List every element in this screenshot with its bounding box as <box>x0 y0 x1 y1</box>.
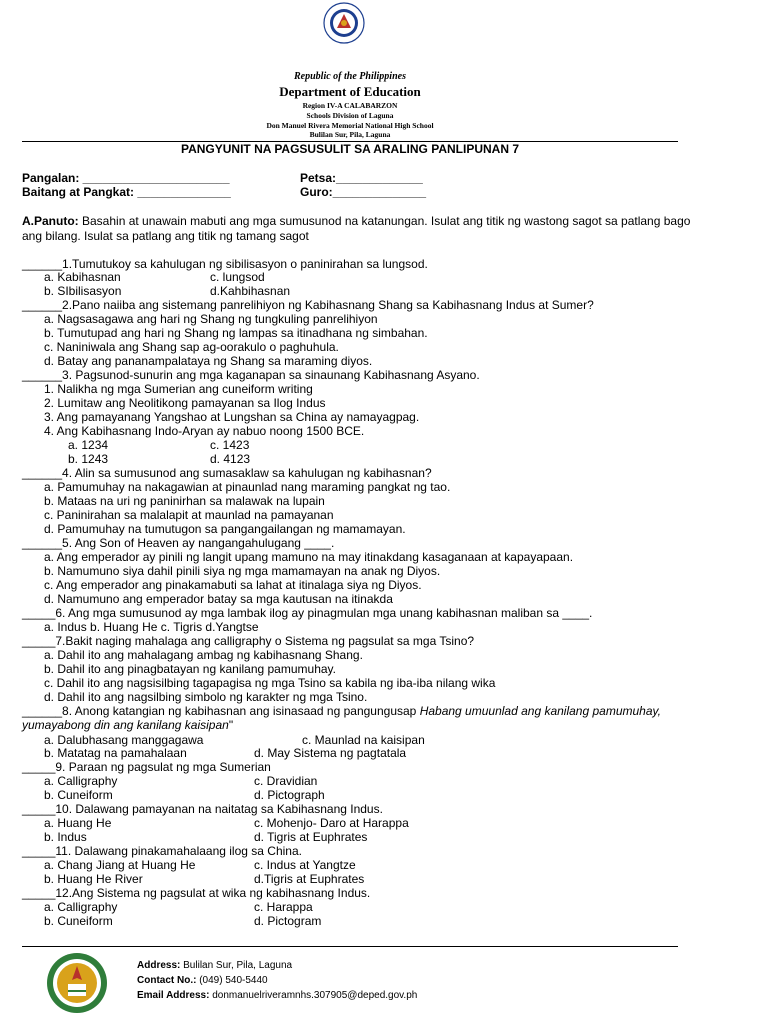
question-line-text: b. Cuneiform <box>44 788 113 802</box>
question-line <box>44 522 406 536</box>
question-line <box>44 550 573 564</box>
question-line-text: _____10. Dalawang pamayanan na naitatag sa Kabihasnang Indus. <box>22 802 383 816</box>
question-line-text: b. Cuneiform <box>44 914 113 928</box>
pangalan-field[interactable]: Pangalan: ______________________ <box>22 171 230 185</box>
question-line <box>254 816 409 830</box>
question-line <box>22 368 480 382</box>
question-line-text: _____12.Ang Sistema ng pagsulat at wika ng kabihasnang Indus. <box>22 886 371 900</box>
question-line <box>254 858 356 872</box>
question-line <box>44 676 495 690</box>
question-line-text: _____9. Paraan ng pagsulat ng mga Sumerian <box>22 760 271 774</box>
question-line <box>44 620 259 634</box>
question-line <box>44 830 87 844</box>
question-line-text: d.Kahbihasnan <box>210 284 291 298</box>
question-line <box>44 354 372 368</box>
question-line <box>44 662 336 676</box>
question-line-italic: yumayabong din ang kanilang kaisipan <box>22 718 229 732</box>
question-line <box>22 257 428 271</box>
question-line <box>254 774 317 788</box>
question-line <box>210 438 249 452</box>
instructions-label: A.Panuto: <box>22 214 79 228</box>
question-line-text: a. 1234 <box>68 438 109 452</box>
question-line <box>68 438 108 452</box>
question-line <box>44 774 117 788</box>
question-line <box>210 452 250 466</box>
location-line: Bulilan Sur, Pila, Laguna <box>309 130 391 139</box>
question-line <box>302 733 425 747</box>
question-line <box>44 816 111 830</box>
question-line <box>254 830 367 844</box>
question-line-text: a. Indus b. Huang He c. Tigris d.Yangtse <box>44 620 259 634</box>
question-line <box>22 760 271 774</box>
question-line <box>22 704 661 718</box>
question-line <box>44 592 393 606</box>
email-label: Email Address: <box>137 990 210 1001</box>
question-line <box>44 312 378 326</box>
question-line-text: ______1.Tumutukoy sa kahulugan ng sibilisasyon o paninirahan sa lungsod. <box>22 257 428 271</box>
division-line: Schools Division of Laguna <box>306 111 394 120</box>
question-line-text: 2. Lumitaw ang Neolitikong pamayanan sa Ilog Indus <box>44 396 326 410</box>
question-line <box>44 914 113 928</box>
question-line <box>44 858 195 872</box>
question-line-text: ______3. Pagsunod-sunurin ang mga kaganapan sa sinaunang Kabihasnang Asyano. <box>22 368 480 382</box>
question-line-text: ______2.Pano naiiba ang sistemang panrelihiyon ng Kabihasnang Shang sa Kabihasnang Indus at Sumer? <box>22 298 594 312</box>
question-line-text: c. Paninirahan sa malalapit at maunlad na pamayanan <box>44 508 334 522</box>
department-line: Department of Education <box>279 84 421 99</box>
question-line-text: a. Calligraphy <box>44 774 118 788</box>
question-line-text: ______4. Alin sa sumusunod ang sumasaklaw sa kahulugan ng kabihasnan? <box>22 466 432 480</box>
question-line <box>22 466 432 480</box>
email-value: donmanuelriveramnhs.307905@deped.gov.ph <box>209 990 418 1001</box>
question-line <box>44 648 363 662</box>
instructions-text: Basahin at unawain mabuti ang mga sumusunod na katanungan. Isulat ang titik ng wastong sagot sa patlang bago ang bilang. Isulat sa patlang ang titik ng tamang sagot <box>22 214 691 243</box>
question-line-text: d. Pamumuhay na tumutugon sa pangangailangan ng mamamayan. <box>44 522 406 536</box>
question-line-text: a. Kabihasnan <box>44 270 121 284</box>
question-line <box>254 900 313 914</box>
question-line-text: d. Pictograph <box>254 788 325 802</box>
question-line-text: b. Indus <box>44 830 87 844</box>
question-line-text: 1. Nalikha ng mga Sumerian ang cuneiform writing <box>44 382 313 396</box>
question-line-text: c. Mohenjo- Daro at Harappa <box>254 816 409 830</box>
contact-label: Contact No.: <box>137 975 197 986</box>
question-line-text: a. Calligraphy <box>44 900 118 914</box>
question-line-text: a. Ang emperador ay pinili ng langit upang mamuno na may itinakdang kasaganaan at kapayapaan. <box>44 550 574 564</box>
question-line-text: d. Batay ang pananampalataya ng Shang sa maraming diyos. <box>44 354 373 368</box>
question-line-text: b. SIbilisasyon <box>44 284 122 298</box>
school-logo <box>46 952 108 1014</box>
question-line <box>44 340 339 354</box>
question-line-text: a. Chang Jiang at Huang He <box>44 858 196 872</box>
question-line-text: c. 1423 <box>210 438 250 452</box>
question-line-text: ______8. Anong katangian ng kabihasnan ang isinasaad ng pangungusap <box>22 704 420 718</box>
question-line <box>68 452 108 466</box>
question-line-text: c. Dravidian <box>254 774 318 788</box>
question-line <box>44 284 121 298</box>
deped-seal-logo <box>323 2 365 44</box>
region-line: Region IV-A CALABARZON <box>302 101 398 110</box>
question-line <box>44 564 440 578</box>
question-line-italic: Habang umuunlad ang kanilang pamumuhay, <box>419 704 661 718</box>
footer-email <box>137 990 417 1001</box>
guro-field[interactable]: Guro:______________ <box>300 185 427 199</box>
question-line-text: b. Huang He River <box>44 872 143 886</box>
question-line-text: d. Tigris at Euphrates <box>254 830 368 844</box>
question-line <box>254 746 406 760</box>
question-line <box>22 718 233 732</box>
question-line-text: a. Pamumuhay na nakagawian at pinaunlad nang maraming pangkat ng tao. <box>44 480 451 494</box>
question-line <box>44 494 325 508</box>
question-line <box>44 410 419 424</box>
baitang-field[interactable]: Baitang at Pangkat: ______________ <box>22 185 231 199</box>
question-line-text: 4. Ang Kabihasnang Indo-Aryan ay nabuo noong 1500 BCE. <box>44 424 365 438</box>
question-line <box>44 788 113 802</box>
question-line-text: c. Maunlad na kaisipan <box>302 733 425 747</box>
question-line-text: b. Tumutupad ang hari ng Shang ng lampas sa itinadhana ng simbahan. <box>44 326 428 340</box>
question-line <box>22 634 474 648</box>
question-line-text: _____11. Dalawang pinakamahalaang ilog sa China. <box>22 844 302 858</box>
petsa-field[interactable]: Petsa:_____________ <box>300 171 423 185</box>
question-line-text: _____6. Ang mga sumusunod ay mga lambak ilog ay pinagmulan mga unang kabihasnan maliban sa ____. <box>22 606 593 620</box>
question-line <box>22 298 594 312</box>
question-line <box>22 536 334 550</box>
question-line <box>210 270 265 284</box>
question-line <box>44 424 364 438</box>
question-line-text: c. Harappa <box>254 900 313 914</box>
question-line-text: b. Matatag na pamahalaan <box>44 746 187 760</box>
question-line <box>44 480 450 494</box>
question-line-text: d. Pictogram <box>254 914 322 928</box>
question-line <box>44 270 121 284</box>
question-line-text: ______5. Ang Son of Heaven ay nangangahulugang ____. <box>22 536 335 550</box>
question-line-text: a. Huang He <box>44 816 112 830</box>
question-line <box>254 788 325 802</box>
footer-address <box>137 960 292 971</box>
question-line-text: b. Namumuno siya dahil pinili siya ng mga mamamayan na anak ng Diyos. <box>44 564 441 578</box>
question-line-text: c. Indus at Yangtze <box>254 858 356 872</box>
question-line <box>22 886 370 900</box>
question-line-text: d. May Sistema ng pagtatala <box>254 746 407 760</box>
question-line-text: c. lungsod <box>210 270 265 284</box>
question-line-text: c. Naniniwala ang Shang sap ag-oorakulo o paghuhula. <box>44 340 339 354</box>
question-line-text: _____7.Bakit naging mahalaga ang calligraphy o Sistema ng pagsulat sa mga Tsino? <box>22 634 475 648</box>
question-line-text: 3. Ang pamayanang Yangshao at Lungshan sa China ay namayagpag. <box>44 410 420 424</box>
question-line-text: d. 4123 <box>210 452 251 466</box>
question-line <box>22 606 592 620</box>
instructions <box>22 214 712 244</box>
question-line-text: a. Nagsasagawa ang hari ng Shang ng tungkuling panrelihiyon <box>44 312 378 326</box>
question-line <box>210 284 290 298</box>
question-line-tail: " <box>228 718 234 732</box>
question-line <box>22 802 383 816</box>
footer-divider <box>22 946 678 947</box>
question-line <box>44 872 143 886</box>
footer-contact <box>137 975 268 986</box>
question-line-text: d. Dahil ito ang nagsilbing simbolo ng karakter ng mga Tsino. <box>44 690 368 704</box>
question-line <box>254 872 364 886</box>
school-line: Don Manuel Rivera Memorial National High School <box>266 121 434 130</box>
question-line <box>254 914 321 928</box>
question-line-text: b. Mataas na uri ng paninirhan sa malawak na lupain <box>44 494 325 508</box>
question-line-text: c. Dahil ito ang nagsisilbing tagapagisa ng mga Tsino sa kabila ng iba-iba nilang wika <box>44 676 496 690</box>
question-line <box>44 396 326 410</box>
question-line-text: c. Ang emperador ang pinakamabuti sa lahat at itinalaga siya ng Diyos. <box>44 578 422 592</box>
question-line <box>44 690 367 704</box>
question-line <box>44 733 203 747</box>
question-line <box>44 900 117 914</box>
question-line <box>44 746 187 760</box>
question-line <box>22 844 302 858</box>
question-line <box>44 578 422 592</box>
question-line-text: a. Dahil ito ang mahalagang ambag ng kabihasnang Shang. <box>44 648 363 662</box>
question-line <box>44 382 313 396</box>
question-line-text: b. 1243 <box>68 452 109 466</box>
address-value: Bulilan Sur, Pila, Laguna <box>180 960 293 971</box>
question-line-text: d.Tigris at Euphrates <box>254 872 365 886</box>
contact-value: (049) 540-5440 <box>196 975 268 986</box>
exam-title: PANGYUNIT NA PAGSUSULIT SA ARALING PANLIPUNAN 7 <box>180 142 519 156</box>
question-line <box>44 326 428 340</box>
question-line-text: d. Namumuno ang emperador batay sa mga kautusan na itinakda <box>44 592 393 606</box>
question-line <box>44 508 334 522</box>
republic-line: Republic of the Philippines <box>294 71 406 82</box>
address-label: Address: <box>137 960 181 971</box>
question-line-text: b. Dahil ito ang pinagbatayan ng kanilang pamumuhay. <box>44 662 336 676</box>
question-line-text: a. Dalubhasang manggagawa <box>44 733 204 747</box>
